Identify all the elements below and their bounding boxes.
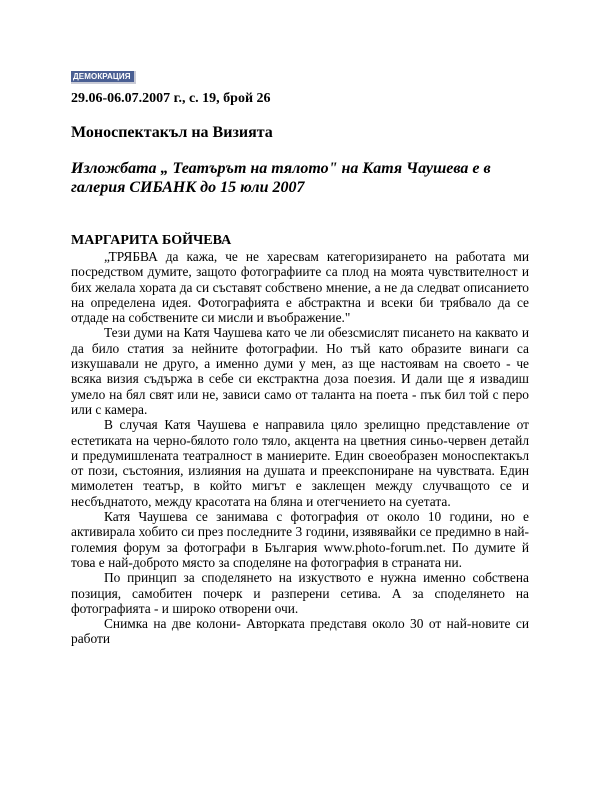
paragraph: В случая Катя Чаушева е направила цяло зрелищно представление от естетиката на черно-бялото голо тяло, акцента на цветния синьо-червен детайл и предумишлената театралност в маниерите. Един своеобразен моноспектакъл от пози, състояния, излияния на душата и преекспониране на чувствата. Един мимолетен театър, в който мигът е заклещен между случващото се и несбъднатото, между красотата на бляна и отегчението на суетата. <box>71 417 529 509</box>
article-title: Моноспектакъл на Визията <box>71 124 273 141</box>
paragraph: „ТРЯБВА да кажа, че не харесвам категоризирането на работата ми посредством думите, защото фотографиите са плод на моята чувствителност и бих желала хората да си съставят собствено мнение, а не да следват описанието на определена идея. Фотографията е абстрактна и всеки би трябвало да се отдаде на собствените си мисли и въображение." <box>71 249 529 326</box>
article-author: МАРГАРИТА БОЙЧЕВА <box>71 233 232 248</box>
article-page <box>71 66 529 647</box>
paragraph: Катя Чаушева се занимава с фотография от около 10 години, но е активирала хобито си през последните 3 години, изявявайки се предимно в най-големия форум за фотографи в България www.photo-forum.net. По думите й това е най-доброто място за споделяне на фотография в страната ни. <box>71 509 529 570</box>
newspaper-logo: ДЕМОКРАЦИЯ <box>71 71 136 84</box>
paragraph: По принцип за споделянето на изкуството е нужна именно собствена позиция, самобитен почерк и разперени сетива. А за споделянето на фотографията - и широко отворени очи. <box>71 570 529 616</box>
paragraph: Тези думи на Катя Чаушева като че ли обезсмислят писането на каквато и да било статия за нейните фотографии. Но тъй като образите винаги са изкушавали не друго, а именно думи у мен, аз ще настоявам на своето - че всяка визия съдържа в себе си екстрактна доза поезия. И дали ще я извадиш умело на бял свят или не, зависи само от таланта на поета - пък бил той с перо или с камера. <box>71 325 529 417</box>
article-subtitle: Изложбата „ Театърът на тялото" на Катя Чаушева е в галерия СИБАНК до 15 юли 2007 <box>71 160 491 196</box>
paragraph: Снимка на две колони- Авторката представя около 30 от най-новите си работи <box>71 616 529 647</box>
issue-line: 29.06-06.07.2007 г., с. 19, брой 26 <box>71 91 271 106</box>
article-body <box>71 249 529 647</box>
